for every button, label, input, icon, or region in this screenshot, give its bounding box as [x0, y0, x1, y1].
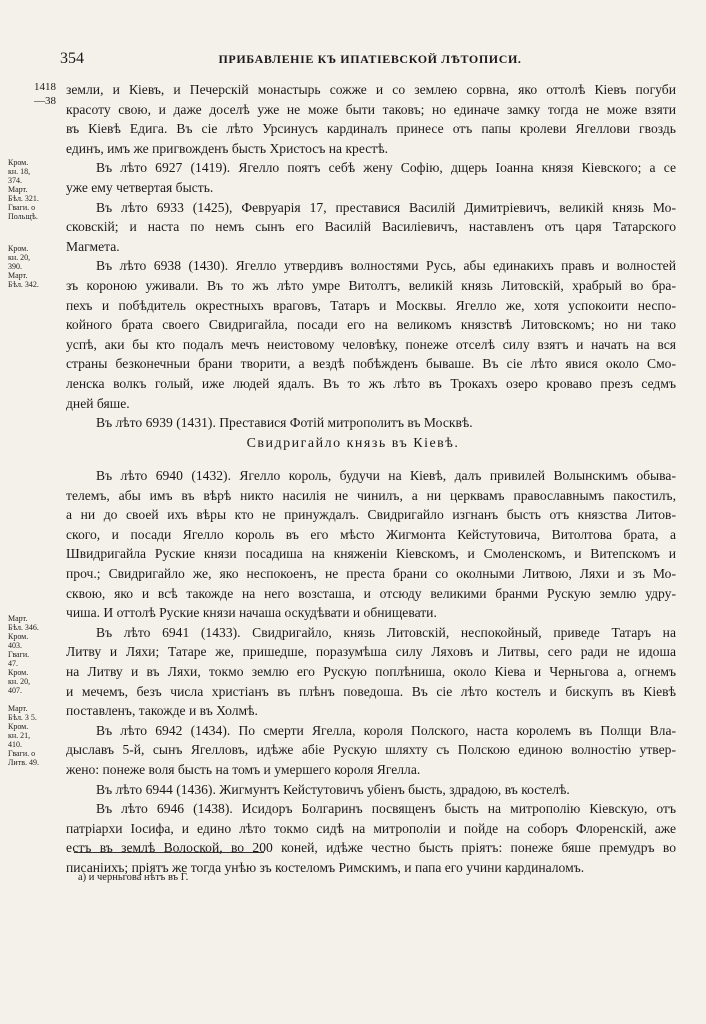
running-title: ПРИБАВЛЕНІЕ КЪ ИПАТІЕВСКОЙ ЛѢТОПИСИ. — [218, 52, 522, 66]
text-line: пехъ и побѣдитель окрестныхъ враговъ, Татаръ и Москвы. Ягелло же, хотя успокоити неспо- — [66, 297, 676, 313]
margin-note-line: Польщѣ. — [8, 212, 38, 221]
margin-note-4 — [8, 704, 64, 767]
margin-note-line: Бѣл. 342. — [8, 280, 39, 289]
text-line: сковскій; и наста по немъ сынъ его Василій Василіевичъ, наставленъ отъ царя Татарского — [66, 219, 676, 235]
text-line: и мечемъ, безъ числа христіанъ въ плѣнъ поведоша. Въ сіе лѣто костелъ и бискупъ въ Кіевѣ — [66, 683, 676, 699]
text-line: единъ, имъ же пригвожденъ бысть Христосъ на крестѣ. — [66, 140, 388, 156]
margin-note-line: кн. 21, — [8, 731, 31, 740]
footnote: а) и черньгова нѣтъ въ Г. — [78, 872, 189, 883]
text-line: Въ лѣто 6939 (1431). Преставися Фотій митрополитъ въ Москвѣ. — [96, 415, 473, 431]
margin-note-1 — [8, 158, 64, 221]
margin-note-line: Бѣл. 3 5. — [8, 713, 37, 722]
margin-note-line: Кром. — [8, 632, 29, 641]
chronicle-section-2 — [66, 466, 676, 877]
running-header — [60, 50, 680, 72]
margin-note-line: Кром. — [8, 722, 29, 731]
margin-note-line: Гваги. о — [8, 749, 36, 758]
margin-note-line: Литв. 49. — [8, 758, 39, 767]
text-line: Въ лѣто 6938 (1430). Ягелло утвердивъ волностями Русь, абы единакихъ правъ и волностей — [96, 258, 676, 274]
text-line: дней бяше. — [66, 395, 130, 411]
text-line: патріархи Іосифа, и едино лѣто токмо сидѣ на митрополіи и пойде на соборъ Флоренскій, аже — [66, 820, 676, 836]
text-line: ленска волкъ голый, иже людей ядалъ. Въ то жъ лѣто въ Трокахъ озеро кроваво презъ седмъ — [66, 375, 676, 391]
text-line: Въ лѣто 6946 (1438). Исидоръ Болгаринъ посвященъ бысть на митрополію Кіевскую, отъ — [96, 801, 676, 817]
margin-note-line: 407. — [8, 686, 22, 695]
margin-note-line: Кром. — [8, 668, 29, 677]
text-line: успѣ, аки бы кто подалъ мечъ неистовому человѣку, понеже отселѣ силу взятъ и начать на вся — [66, 336, 676, 352]
text-line: Въ лѣто 6927 (1419). Ягелло поятъ себѣ жену Софію, дщерь Іоанна князя Кіевского; а се — [96, 160, 676, 176]
margin-note-line: Бѣл. 346. — [8, 623, 39, 632]
margin-note-line: 47. — [8, 659, 18, 668]
margin-note-3 — [8, 614, 64, 695]
margin-note-line: Кром. — [8, 244, 29, 253]
margin-note-line: Бѣл. 321. — [8, 194, 39, 203]
text-line: красоту свою, и даже доселѣ уже не може быти таковъ; но единаче замку тогда не може взяти — [66, 101, 676, 117]
text-line: а ни до своей ихъ вѣры кто не принуждалъ. Свидригайло изгнанъ бысть отъ князства Литов- — [66, 507, 676, 523]
margin-note-line: 374. — [8, 176, 22, 185]
text-line: Въ лѣто 6944 (1436). Жигмунтъ Кейстутовичъ убіенъ бысть, здрадою, въ костелѣ. — [96, 781, 570, 797]
margin-note-line: 410. — [8, 740, 22, 749]
margin-note-line: Март. — [8, 704, 28, 713]
text-line: зъ короною уживали. Въ то жъ лѣто умре Витолтъ, великій князь Литовскій, храбрый во бра- — [66, 277, 676, 293]
margin-note-2 — [8, 244, 64, 289]
text-line: Магмета. — [66, 238, 120, 254]
text-line: на Литву и въ Ляхи, токмо землю его Рускую поплѣниша, около Кіева и Черньгова а, огнемъ — [66, 663, 676, 679]
text-line: Литву и Ляхи; Татаре же, пришедше, поразумѣша силу Ляховъ и Литвы, сего ради не идоша — [66, 644, 676, 660]
page-number: 354 — [60, 50, 84, 67]
margin-note-line: Март. — [8, 614, 28, 623]
text-line: ского, и посади Ягелло король въ его мѣсто Жигмонта Кейстутовича, Витолтова брата, а — [66, 526, 676, 542]
text-line: поставленъ, такожде и въ Холмѣ. — [66, 703, 258, 719]
text-line: чиша. И оттолѣ Руские князи начаша оскудѣвати и обнищевати. — [66, 605, 437, 621]
text-line: Швидригайла Руские князи посадиша на княженіи Кіевскомъ, и Смоленскомъ, и Витепскомъ и — [66, 546, 676, 562]
text-line: койного брата своего Свидригайла, посади его на великомъ князствѣ Литовскомъ; но ни тако — [66, 317, 676, 333]
side-year-end: —38 — [34, 95, 56, 107]
footnote-divider — [74, 852, 264, 853]
margin-note-line: Март. — [8, 185, 28, 194]
side-year-start: 1418 — [34, 81, 56, 93]
text-line: Въ лѣто 6942 (1434). По смерти Ягелла, короля Полского, наста королемъ въ Полщи Вла- — [96, 722, 676, 738]
text-line: Въ лѣто 6941 (1433). Свидригайло, князь Литовскій, неспокойный, приведе Татаръ на — [96, 624, 676, 640]
text-line: страны безконечныи брани творити, а вездѣ побѣжденъ бываше. Въ сіе лѣто явися около Смо- — [66, 356, 676, 372]
margin-note-line: Кром. — [8, 158, 29, 167]
margin-note-line: Гваги. — [8, 650, 30, 659]
text-line: писаніихъ; пріятъ же тогда унѣю зъ костеломъ Римскимъ, и папа его учини кардиналомъ. — [66, 859, 585, 875]
margin-note-line: кн. 18, — [8, 167, 31, 176]
chronicle-section-1 — [66, 80, 676, 433]
margin-note-line: Март. — [8, 271, 28, 280]
text-line: въ Кіевѣ Едига. Въ сіе лѣто Урсинусъ кардиналъ принесе отъ папы кролеви Ягеллови гвоздь — [66, 121, 676, 137]
margin-note-line: 390. — [8, 262, 22, 271]
section-heading: Свидригайло князь въ Кіевѣ. — [246, 436, 460, 451]
text-line: телемъ, абы имъ въ вѣрѣ никто насилія не чинилъ, а ни церквамъ православнымъ пакостилъ, — [66, 487, 676, 503]
text-line: естъ въ землѣ Волоской, во 200 коней, идѣже честно бысть пріятъ: понеже бяше премудръ во — [66, 840, 676, 856]
text-line: сквою, яко и всѣ такожде на него возсташа, и отсюду великими бранми Рускую землю удру- — [66, 585, 676, 601]
text-line: земли, и Кіевъ, и Печерскій монастырь сожже и со землею сорвна, яко оттолѣ Кіевъ погуби — [66, 82, 676, 97]
margin-note-line: кн. 20, — [8, 677, 31, 686]
text-line: проч.; Свидригайло же, яко неспокоенъ, не преста брани со околными Литвою, Ляхи и зъ Мо- — [66, 565, 676, 581]
text-line: дыславъ 5-й, сынъ Ягелловъ, идѣже абіе Рускую шляхту съ Полскою единою волностію утвер- — [66, 742, 676, 758]
text-line: Въ лѣто 6940 (1432). Ягелло король, будучи на Кіевѣ, далъ привилей Волынскимъ обыва- — [96, 468, 676, 483]
margin-note-line: кн. 20, — [8, 253, 31, 262]
text-line: уже ему четвертая бысть. — [66, 179, 214, 195]
margin-note-line: 403. — [8, 641, 22, 650]
margin-note-line: Гваги. о — [8, 203, 36, 212]
text-line: жено: понеже воля бысть на томъ и умершего короля Ягелла. — [66, 761, 421, 777]
text-line: Въ лѣто 6933 (1425), Февруарія 17, преставися Василій Димитріевичъ, великій князь Мо- — [96, 199, 676, 215]
